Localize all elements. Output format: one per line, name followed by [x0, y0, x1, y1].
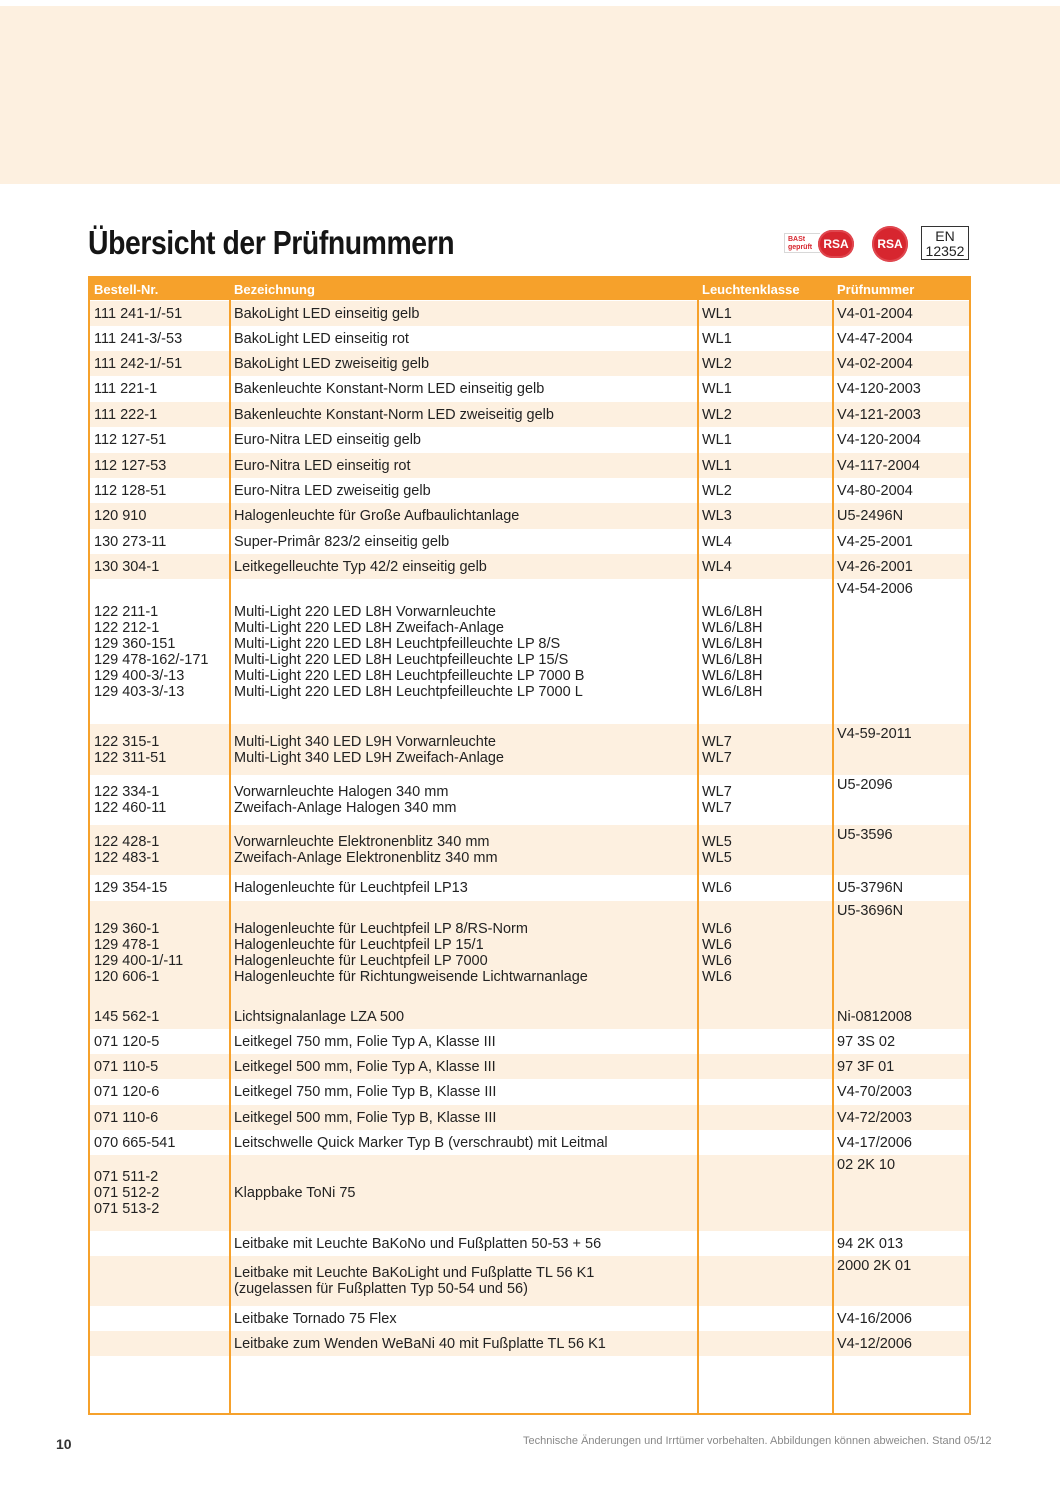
test-number-cell	[837, 503, 903, 529]
designation-cell	[234, 1029, 496, 1054]
designation: Leitschwelle Quick Marker Typ B (verschraubt) mit Leitmal	[234, 1134, 608, 1151]
order-number: 071 513-2	[94, 1201, 160, 1217]
order-number: 129 360-151	[94, 635, 176, 652]
designation-cell	[234, 376, 544, 402]
designation-cell	[234, 554, 487, 579]
order-number: 122 483-1	[94, 850, 160, 866]
designation: Halogenleuchte für Richtungweisende Lichtwarnanlage	[234, 968, 588, 985]
designation-cell	[234, 1130, 608, 1155]
order-number: 129 400-1/-11	[94, 952, 184, 969]
light-class: WL7	[702, 749, 732, 766]
order-number-cell	[94, 1054, 158, 1079]
table-row	[90, 1029, 969, 1054]
order-number: 122 315-1	[94, 733, 160, 750]
designation: Halogenleuchte für Leuchtpfeil LP 7000	[234, 952, 488, 969]
test-number-cell	[837, 724, 912, 777]
order-number: 111 222-1	[94, 406, 158, 423]
order-number: 111 221-1	[94, 381, 158, 397]
designation: Leitkegel 500 mm, Folie Typ A, Klasse III	[234, 1058, 496, 1075]
order-number: 071 120-5	[94, 1033, 160, 1050]
order-number: 129 400-3/-13	[94, 667, 185, 684]
table-row	[90, 1105, 969, 1130]
designation-cell	[234, 1155, 355, 1231]
light-class: WL6	[702, 968, 732, 985]
test-number: U5-3696N	[837, 903, 904, 919]
table-row	[90, 301, 969, 326]
order-number-cell	[94, 301, 182, 326]
light-class: WL4	[702, 558, 732, 575]
order-number: 112 127-53	[94, 457, 167, 474]
test-number: V4-17/2006	[837, 1134, 912, 1151]
designation: Leitbake mit Leuchte BaKoNo und Fußplatten 50-53 + 56	[234, 1235, 602, 1252]
test-number-cell	[837, 1231, 903, 1256]
rsa-badge-2: RSA	[872, 226, 908, 262]
test-number-cell	[837, 1105, 912, 1130]
order-number-cell	[94, 775, 166, 825]
order-number: 129 478-1	[94, 936, 160, 953]
designation: Halogenleuchte für Leuchtpfeil LP 15/1	[234, 936, 484, 953]
header-bestell-nr: Bestell-Nr.	[94, 282, 159, 297]
table-header	[90, 278, 969, 300]
test-number-cell	[837, 1155, 895, 1233]
designation-cell	[234, 529, 449, 554]
rsa-badge: RSA	[818, 230, 854, 258]
designation: (zugelassen für Fußplatten Typ 50-54 und 56)	[234, 1281, 528, 1297]
designation: Multi-Light 340 LED L9H Zweifach-Anlage	[234, 749, 504, 766]
designation: Lichtsignalanlage LZA 500	[234, 1008, 405, 1025]
designation: Zweifach-Anlage Elektronenblitz 340 mm	[234, 850, 498, 866]
test-number-cell	[837, 775, 893, 827]
page-title: Übersicht der Prüfnummern	[88, 224, 455, 261]
designation-cell	[234, 724, 504, 775]
table-row	[90, 1306, 969, 1331]
designation: Super-Primâr 823/2 einseitig gelb	[234, 533, 450, 550]
rsa-logo	[872, 226, 908, 262]
designation: Leitkegel 500 mm, Folie Typ B, Klasse III	[234, 1109, 497, 1126]
light-class: WL5	[702, 834, 732, 850]
order-number-cell	[94, 1004, 159, 1029]
footer-disclaimer: Technische Änderungen und Irrtümer vorbehalten. Abbildungen können abweichen. Stand 05/12	[523, 1435, 992, 1447]
light-class: WL1	[702, 305, 732, 322]
table-row	[90, 825, 969, 875]
order-number: 071 110-6	[94, 1109, 159, 1126]
test-number: V4-26-2001	[837, 558, 913, 575]
test-number: U5-2096	[837, 777, 893, 793]
test-number-cell	[837, 1130, 912, 1155]
order-number: 111 241-1/-51	[94, 305, 183, 322]
table-row	[90, 1256, 969, 1306]
test-number: 97 3F 01	[837, 1058, 895, 1075]
test-number: V4-59-2011	[837, 726, 912, 742]
table-row	[90, 376, 969, 402]
light-class-cell	[702, 301, 732, 326]
test-number-cell	[837, 1331, 912, 1356]
test-number-cell	[837, 1256, 911, 1308]
order-number-cell	[94, 724, 166, 775]
order-number: 112 128-51	[94, 482, 167, 499]
test-number: V4-25-2001	[837, 533, 913, 550]
designation-cell	[234, 503, 519, 529]
test-number-cell	[837, 825, 893, 877]
table-row	[90, 478, 969, 503]
order-number-cell	[94, 402, 157, 427]
designation: Leitkegel 750 mm, Folie Typ B, Klasse III	[234, 1084, 497, 1100]
test-number: V4-117-2004	[837, 457, 920, 474]
table-body	[90, 301, 969, 1356]
test-number-cell	[837, 1079, 912, 1105]
designation: Leitbake Tornado 75 Flex	[234, 1310, 397, 1327]
table-row	[90, 402, 969, 427]
designation-cell	[234, 1054, 496, 1079]
designation-cell	[234, 1306, 397, 1331]
table-row	[90, 1155, 969, 1231]
designation: Leitkegelleuchte Typ 42/2 einseitig gelb	[234, 558, 487, 575]
order-number-cell	[94, 503, 146, 529]
light-class: WL2	[702, 406, 732, 423]
test-number: V4-01-2004	[837, 305, 913, 322]
designation: Euro-Nitra LED einseitig rot	[234, 457, 411, 474]
order-number-cell	[94, 1130, 175, 1155]
designation: Bakenleuchte Konstant-Norm LED zweiseitig gelb	[234, 406, 554, 423]
designation-cell	[234, 1331, 606, 1356]
test-number: V4-47-2004	[837, 330, 913, 347]
designation: BakoLight LED zweiseitig gelb	[234, 355, 430, 372]
designation-cell	[234, 1231, 601, 1256]
order-number: 112 127-51	[94, 432, 167, 448]
table-row	[90, 554, 969, 579]
test-number: Ni-0812008	[837, 1008, 912, 1025]
designation-cell	[234, 301, 419, 326]
bast-rsa-logo	[784, 230, 854, 258]
designation: Multi-Light 220 LED L8H Leuchtpfeilleuchte LP 15/S	[234, 651, 569, 668]
light-class: WL6/L8H	[702, 603, 763, 620]
designation-cell	[234, 1079, 496, 1105]
table-row	[90, 901, 969, 1004]
test-number: V4-02-2004	[837, 355, 913, 372]
order-number: 111 241-3/-53	[94, 330, 183, 347]
test-number-cell	[837, 326, 913, 351]
table-row	[90, 453, 969, 478]
table-row	[90, 579, 969, 724]
table-row	[90, 875, 969, 901]
order-number: 120 606-1	[94, 968, 160, 985]
table-row	[90, 775, 969, 825]
designation-cell	[234, 825, 498, 875]
header-pruefnummer: Prüfnummer	[837, 282, 915, 297]
order-number-cell	[94, 554, 159, 579]
designation-cell	[234, 775, 456, 825]
light-class-cell	[702, 579, 762, 724]
page-number: 10	[56, 1436, 72, 1452]
table-row	[90, 724, 969, 775]
designation: Halogenleuchte für Leuchtpfeil LP13	[234, 880, 468, 896]
designation-cell	[234, 901, 588, 1004]
order-number: 122 334-1	[94, 784, 160, 800]
light-class: WL6/L8H	[702, 619, 763, 636]
designation-cell	[234, 1256, 594, 1306]
light-class: WL6/L8H	[702, 651, 763, 668]
test-number-cell	[837, 901, 903, 1006]
order-number-cell	[94, 529, 166, 554]
table-row	[90, 1004, 969, 1029]
test-number: V4-16/2006	[837, 1310, 912, 1327]
designation: BakoLight LED einseitig rot	[234, 330, 409, 347]
light-class: WL7	[702, 733, 732, 750]
light-class: WL6	[702, 880, 732, 896]
light-class: WL6/L8H	[702, 683, 763, 700]
order-number-cell	[94, 875, 167, 901]
designation: Leitbake zum Wenden WeBaNi 40 mit Fußplatte TL 56 K1	[234, 1335, 606, 1352]
table-row	[90, 1079, 969, 1105]
designation: Vorwarnleuchte Halogen 340 mm	[234, 784, 449, 800]
designation: Leitbake mit Leuchte BaKoLight und Fußplatte TL 56 K1	[234, 1265, 595, 1281]
column-divider	[229, 278, 231, 1413]
table-row	[90, 503, 969, 529]
en-number: 12352	[925, 243, 965, 259]
order-number: 129 354-15	[94, 880, 168, 896]
test-number-cell	[837, 478, 913, 503]
test-number: 2000 2K 01	[837, 1258, 912, 1274]
order-number-cell	[94, 901, 183, 1004]
en-12352-logo	[921, 226, 969, 260]
table-row	[90, 1331, 969, 1356]
light-class-cell	[702, 554, 732, 579]
test-number-cell	[837, 427, 921, 453]
designation-cell	[234, 427, 421, 453]
light-class-cell	[702, 825, 732, 875]
light-class: WL1	[702, 330, 732, 347]
designation: Multi-Light 220 LED L8H Leuchtpfeilleuchte LP 7000 B	[234, 667, 585, 684]
order-number: 070 665-541	[94, 1134, 176, 1151]
light-class: WL5	[702, 850, 732, 866]
light-class-cell	[702, 503, 732, 529]
test-number-cell	[837, 1029, 895, 1054]
test-number-cell	[837, 1004, 912, 1029]
light-class: WL6	[702, 952, 732, 969]
header-band	[0, 6, 1060, 184]
designation-cell	[234, 402, 554, 427]
order-number: 122 211-1	[94, 603, 159, 620]
order-number: 071 110-5	[94, 1058, 159, 1075]
designation-cell	[234, 1105, 496, 1130]
light-class-cell	[702, 529, 732, 554]
light-class: WL6	[702, 936, 732, 953]
order-number: 071 120-6	[94, 1084, 160, 1100]
order-number: 122 212-1	[94, 619, 160, 636]
light-class: WL7	[702, 800, 732, 816]
test-number: 94 2K 013	[837, 1235, 904, 1252]
order-number: 122 311-51	[94, 749, 167, 766]
light-class: WL1	[702, 381, 732, 397]
table-row	[90, 427, 969, 453]
order-number: 122 460-11	[94, 800, 167, 816]
designation-cell	[234, 579, 584, 724]
designation: Euro-Nitra LED zweiseitig gelb	[234, 482, 431, 499]
order-number-cell	[94, 376, 157, 402]
light-class-cell	[702, 351, 732, 376]
light-class-cell	[702, 875, 732, 901]
light-class-cell	[702, 478, 732, 503]
test-number: 02 2K 10	[837, 1157, 896, 1173]
test-number-cell	[837, 301, 913, 326]
order-number-cell	[94, 579, 209, 724]
designation: Multi-Light 340 LED L9H Vorwarnleuchte	[234, 733, 496, 750]
test-number: 97 3S 02	[837, 1033, 896, 1050]
order-number: 122 428-1	[94, 834, 160, 850]
light-class: WL6/L8H	[702, 667, 763, 684]
order-number-cell	[94, 1105, 158, 1130]
table-row	[90, 1054, 969, 1079]
order-number: 130 273-11	[94, 533, 167, 550]
designation: Halogenleuchte für Leuchtpfeil LP 8/RS-Norm	[234, 920, 528, 937]
test-number-cell	[837, 1054, 894, 1079]
test-number: V4-80-2004	[837, 482, 913, 499]
test-number-cell	[837, 376, 921, 402]
test-number-table	[88, 276, 971, 1415]
designation: Multi-Light 220 LED L8H Leuchtpfeilleuchte LP 8/S	[234, 635, 561, 652]
test-number-cell	[837, 1306, 912, 1331]
light-class-cell	[702, 724, 732, 775]
designation-cell	[234, 326, 409, 351]
test-number-cell	[837, 402, 921, 427]
light-class: WL4	[702, 533, 732, 550]
designation-cell	[234, 453, 411, 478]
order-number-cell	[94, 1155, 159, 1231]
en-label: EN	[935, 228, 955, 244]
designation: Euro-Nitra LED einseitig gelb	[234, 432, 421, 448]
light-class-cell	[702, 427, 732, 453]
order-number: 071 512-2	[94, 1185, 160, 1201]
light-class: WL2	[702, 355, 732, 372]
light-class: WL3	[702, 508, 732, 524]
test-number: V4-54-2006	[837, 581, 913, 597]
designation: Klappbake ToNi 75	[234, 1185, 356, 1201]
header-leuchtenklasse: Leuchtenklasse	[702, 282, 800, 297]
test-number: V4-121-2003	[837, 406, 921, 423]
test-number: U5-3796N	[837, 880, 904, 896]
designation: BakoLight LED einseitig gelb	[234, 305, 420, 322]
test-number: V4-72/2003	[837, 1109, 912, 1126]
order-number: 129 403-3/-13	[94, 683, 185, 700]
light-class: WL7	[702, 784, 732, 800]
light-class: WL1	[702, 457, 732, 474]
test-number: U5-2496N	[837, 508, 904, 524]
light-class-cell	[702, 326, 732, 351]
designation: Multi-Light 220 LED L8H Leuchtpfeilleuchte LP 7000 L	[234, 683, 583, 700]
table-row	[90, 1231, 969, 1256]
order-number-cell	[94, 1029, 159, 1054]
table-row	[90, 351, 969, 376]
light-class: WL6	[702, 920, 732, 937]
designation: Leitkegel 750 mm, Folie Typ A, Klasse III	[234, 1033, 496, 1050]
test-number-cell	[837, 875, 903, 901]
designation: Halogenleuchte für Große Aufbaulichtanlage	[234, 508, 520, 524]
test-number-cell	[837, 554, 913, 579]
test-number: V4-120-2004	[837, 432, 921, 448]
designation: Multi-Light 220 LED L8H Vorwarnleuchte	[234, 603, 496, 620]
column-divider	[832, 278, 834, 1413]
test-number-cell	[837, 453, 920, 478]
light-class: WL6/L8H	[702, 635, 763, 652]
light-class-cell	[702, 775, 732, 825]
designation-cell	[234, 875, 468, 901]
designation: Vorwarnleuchte Elektronenblitz 340 mm	[234, 834, 490, 850]
test-number: V4-120-2003	[837, 381, 921, 397]
designation-cell	[234, 351, 429, 376]
light-class: WL1	[702, 432, 732, 448]
designation: Multi-Light 220 LED L8H Zweifach-Anlage	[234, 619, 504, 636]
test-number: V4-70/2003	[837, 1084, 912, 1100]
designation: Zweifach-Anlage Halogen 340 mm	[234, 800, 457, 816]
test-number-cell	[837, 529, 913, 554]
designation-cell	[234, 1004, 404, 1029]
header-bezeichnung: Bezeichnung	[234, 282, 315, 297]
column-divider	[697, 278, 699, 1413]
test-number: U5-3596	[837, 827, 893, 843]
order-number-cell	[94, 453, 166, 478]
order-number: 129 478-162/-171	[94, 651, 209, 668]
light-class-cell	[702, 901, 732, 1004]
light-class-cell	[702, 453, 732, 478]
order-number: 145 562-1	[94, 1008, 160, 1025]
order-number: 129 360-1	[94, 920, 160, 937]
light-class-cell	[702, 402, 732, 427]
order-number-cell	[94, 326, 182, 351]
order-number-cell	[94, 1079, 159, 1105]
order-number-cell	[94, 351, 182, 376]
test-number-cell	[837, 351, 913, 376]
order-number-cell	[94, 427, 166, 453]
order-number: 130 304-1	[94, 558, 160, 575]
designation-cell	[234, 478, 431, 503]
order-number: 111 242-1/-51	[94, 355, 183, 372]
order-number: 120 910	[94, 508, 147, 524]
designation: Bakenleuchte Konstant-Norm LED einseitig gelb	[234, 381, 545, 397]
table-row	[90, 1130, 969, 1155]
order-number-cell	[94, 478, 166, 503]
bast-label: BASt geprüft	[784, 233, 820, 253]
light-class: WL2	[702, 482, 732, 499]
table-row	[90, 326, 969, 351]
light-class-cell	[702, 376, 732, 402]
test-number: V4-12/2006	[837, 1335, 912, 1352]
test-number-cell	[837, 579, 913, 726]
order-number-cell	[94, 825, 159, 875]
table-row	[90, 529, 969, 554]
order-number: 071 511-2	[94, 1169, 159, 1185]
